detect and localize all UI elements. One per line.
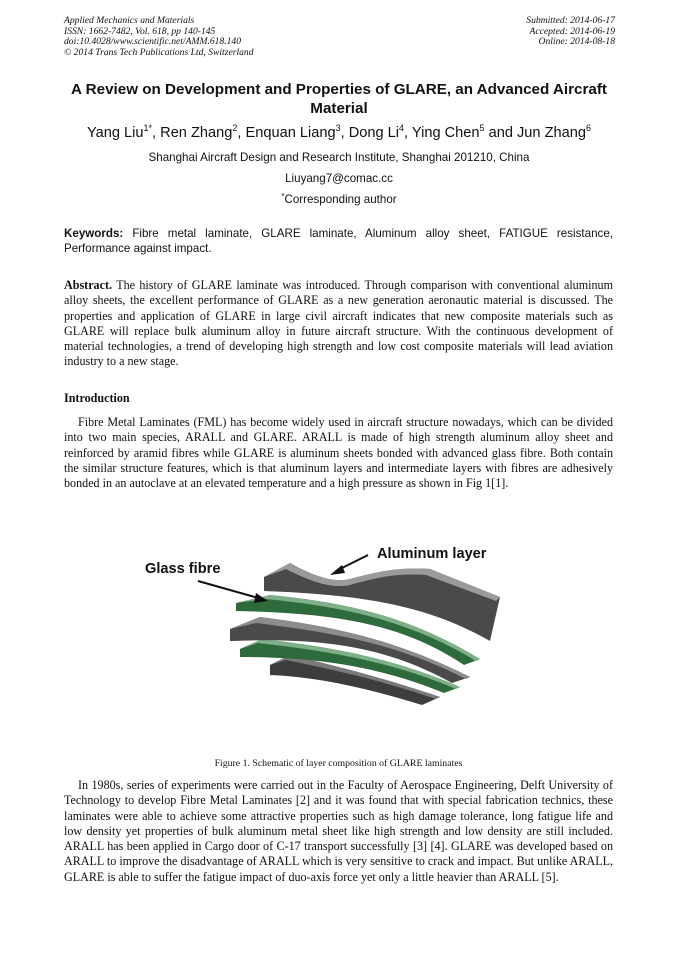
figure-caption: Figure 1. Schematic of layer composition of GLARE laminates: [214, 758, 463, 769]
journal-header: [64, 16, 254, 58]
intro-paragraph-1: Fibre Metal Laminates (FML) has become widely used in aircraft structure nowadays, which can be divided into two main species, ARALL and GLARE. ARALL is made of high strength aluminum alloy sheet and reinforced by aramid fibres while GLARE is aluminum sheets bonded with advanced glass fibre. Both contain the similar structure features, which is that aluminum layers and intermediate layers with fibres are adhesively bonded in an autoclave at an elevated temperature and a high pressure as shown in Fig 1[1].: [64, 415, 613, 491]
affiliation: Shanghai Aircraft Design and Research Institute, Shanghai 201210, China: [148, 151, 530, 164]
author: Ying Chen$^5$ and: [411, 123, 517, 141]
author: Jun Zhang$^6$: [517, 123, 591, 141]
journal-doi: doi:10.4028/www.scientific.net/AMM.618.140: [64, 36, 242, 48]
intro-paragraph-2: In 1980s, series of experiments were carried out in the Faculty of Aerospace Engineering, Delft University of Technology to develop Fibre Metal Laminates [2] and it was found that with special fabrication technics, these laminates were able to achieve some attractive properties such as high damage tolerance, long fatigue life and low density yet properties of bulk aluminum metal sheet like high strength and low density are still included. ARALL has been applied in Cargo door of C-17 transport successfully [3] [4]. GLARE was developed based on ARALL to improve the disadvantage of ARALL which is very sensitive to crack and impact. But unlike ARALL, GLARE is able to suffer the fatigue impact of duo-axis force yet only a little heavier than ARALL [5].: [64, 778, 613, 884]
author-list: [40, 124, 638, 142]
label-aluminum-layer: Aluminum layer: [377, 546, 487, 562]
label-glass-fibre: Glass fibre: [145, 561, 221, 577]
date-accepted: Accepted: 2014-06-19: [529, 25, 615, 37]
arrowhead-aluminum: [330, 565, 345, 575]
keywords: Keywords: Fibre metal laminate, GLARE laminate, Aluminum alloy sheet, FATIGUE resistance, Performance against impact.: [64, 227, 613, 255]
corresponding-note: *Corresponding author: [281, 192, 397, 206]
arrow-glass: [198, 581, 262, 599]
section-heading-introduction: Introduction: [64, 391, 130, 405]
author: Dong Li$^4$,: [348, 123, 412, 141]
journal-name: Applied Mechanics and Materials: [64, 15, 195, 26]
abstract: Abstract. The history of GLARE laminate was introduced. Through comparison with conventional aluminum alloy sheets, the excellent performance of GLARE as a new generation aeronautic material is discussed. The properties and application of GLARE in large civil aircraft indicates that new composite materials such as GLARE will replace bulk aluminum alloy in future aircraft structure. With the continuous development of material technologies, a trend of developing high strength and low cost composite materials will lead aviation industry to a new stage.: [64, 278, 613, 369]
date-submitted: Submitted: 2014-06-17: [526, 15, 615, 26]
author: Ren Zhang$^2$,: [160, 123, 246, 141]
author: Enquan Liang$^3$,: [245, 123, 349, 141]
journal-issn: ISSN: 1662-7482, Vol. 618, pp 140-145: [64, 25, 216, 37]
figure-1: [140, 537, 540, 707]
author: Yang Liu$^{1*}$,: [87, 123, 161, 141]
dates-header: [526, 16, 615, 48]
author-email[interactable]: Liuyang7@comac.cc: [285, 172, 393, 185]
date-online: Online: 2014-08-18: [538, 36, 615, 48]
journal-copyright: © 2014 Trans Tech Publications Ltd, Switzerland: [64, 46, 254, 58]
paper-title: A Review on Development and Properties of GLARE, an Advanced Aircraft Material: [71, 81, 607, 117]
